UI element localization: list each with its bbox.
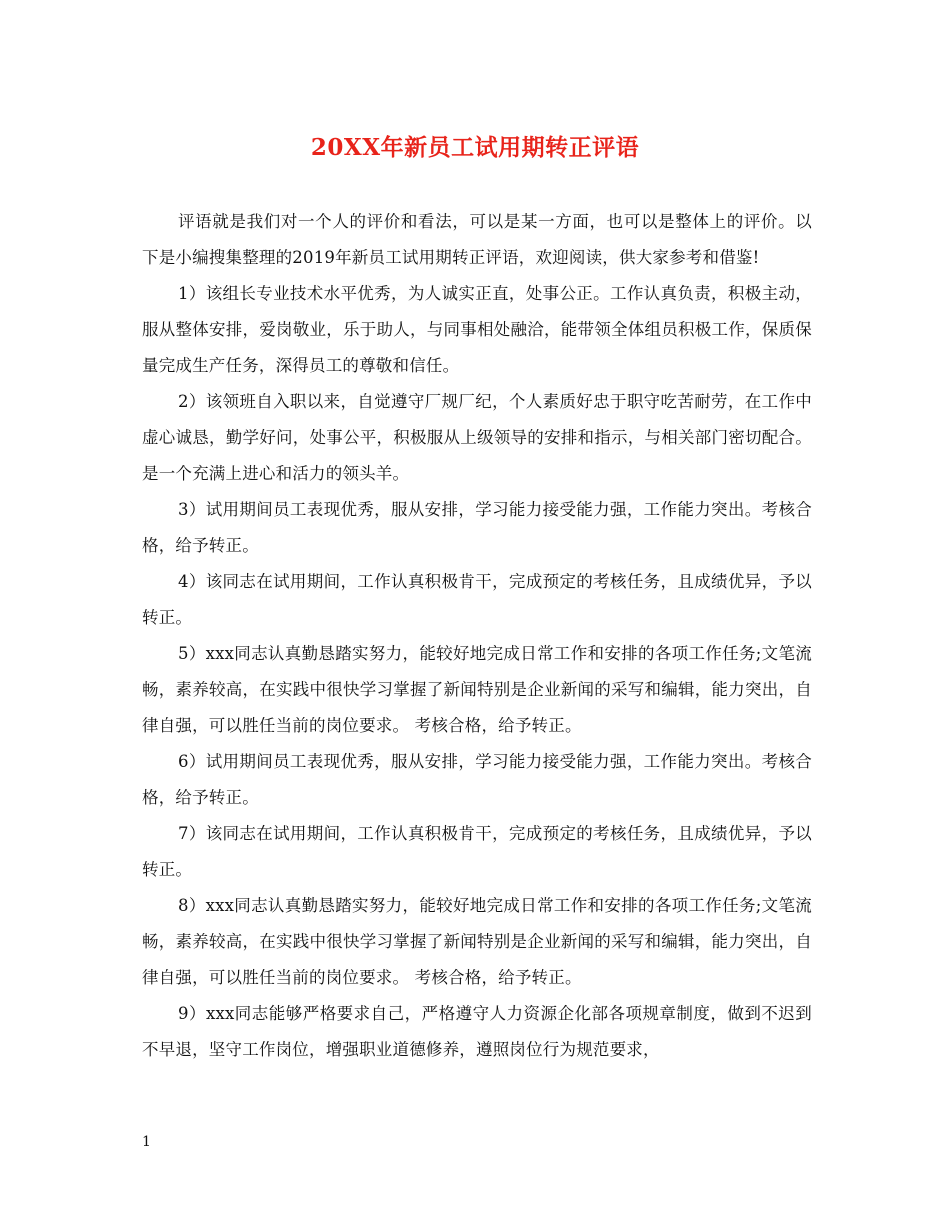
document-title: 20XX年新员工试用期转正评语 [310, 134, 640, 161]
paragraph-item-2: 2）该领班自入职以来，自觉遵守厂规厂纪，个人素质好忠于职守吃苦耐劳，在工作中虚心诚恳，勤学好问，处事公平，积极服从上级领导的安排和指示，与相关部门密切配合。是一个充满上进心和活力的领头羊。 [142, 392, 812, 483]
document-body [142, 204, 812, 1068]
paragraph-item-7: 7）该同志在试用期间，工作认真积极肯干，完成预定的考核任务，且成绩优异，予以转正。 [142, 824, 812, 879]
paragraph-item-8: 8）xxx同志认真勤恳踏实努力，能较好地完成日常工作和安排的各项工作任务;文笔流畅，素养较高，在实践中很快学习掌握了新闻特别是企业新闻的采写和编辑，能力突出，自律自强，可以胜任当前的岗位要求。 考核合格，给予转正。 [142, 896, 812, 987]
page-number: 1 [142, 1134, 151, 1150]
paragraph-item-4: 4）该同志在试用期间，工作认真积极肯干，完成预定的考核任务，且成绩优异，予以转正。 [142, 572, 812, 627]
paragraph-item-5: 5）xxx同志认真勤恳踏实努力，能较好地完成日常工作和安排的各项工作任务;文笔流畅，素养较高，在实践中很快学习掌握了新闻特别是企业新闻的采写和编辑，能力突出，自律自强，可以胜任当前的岗位要求。 考核合格，给予转正。 [142, 644, 812, 735]
paragraph-intro: 评语就是我们对一个人的评价和看法，可以是某一方面，也可以是整体上的评价。以下是小编搜集整理的2019年新员工试用期转正评语，欢迎阅读，供大家参考和借鉴! [142, 212, 812, 267]
paragraph-item-6: 6）试用期间员工表现优秀，服从安排，学习能力接受能力强，工作能力突出。考核合格，给予转正。 [142, 752, 812, 807]
paragraph-item-9: 9）xxx同志能够严格要求自己，严格遵守人力资源企化部各项规章制度，做到不迟到不早退，坚守工作岗位，增强职业道德修养，遵照岗位行为规范要求， [142, 1004, 812, 1059]
paragraph-item-3: 3）试用期间员工表现优秀，服从安排，学习能力接受能力强，工作能力突出。考核合格，给予转正。 [142, 500, 812, 555]
paragraph-item-1: 1）该组长专业技术水平优秀，为人诚实正直，处事公正。工作认真负责，积极主动，服从整体安排，爱岗敬业，乐于助人，与同事相处融洽，能带领全体组员积极工作，保质保量完成生产任务，深得员工的尊敬和信任。 [142, 284, 812, 375]
